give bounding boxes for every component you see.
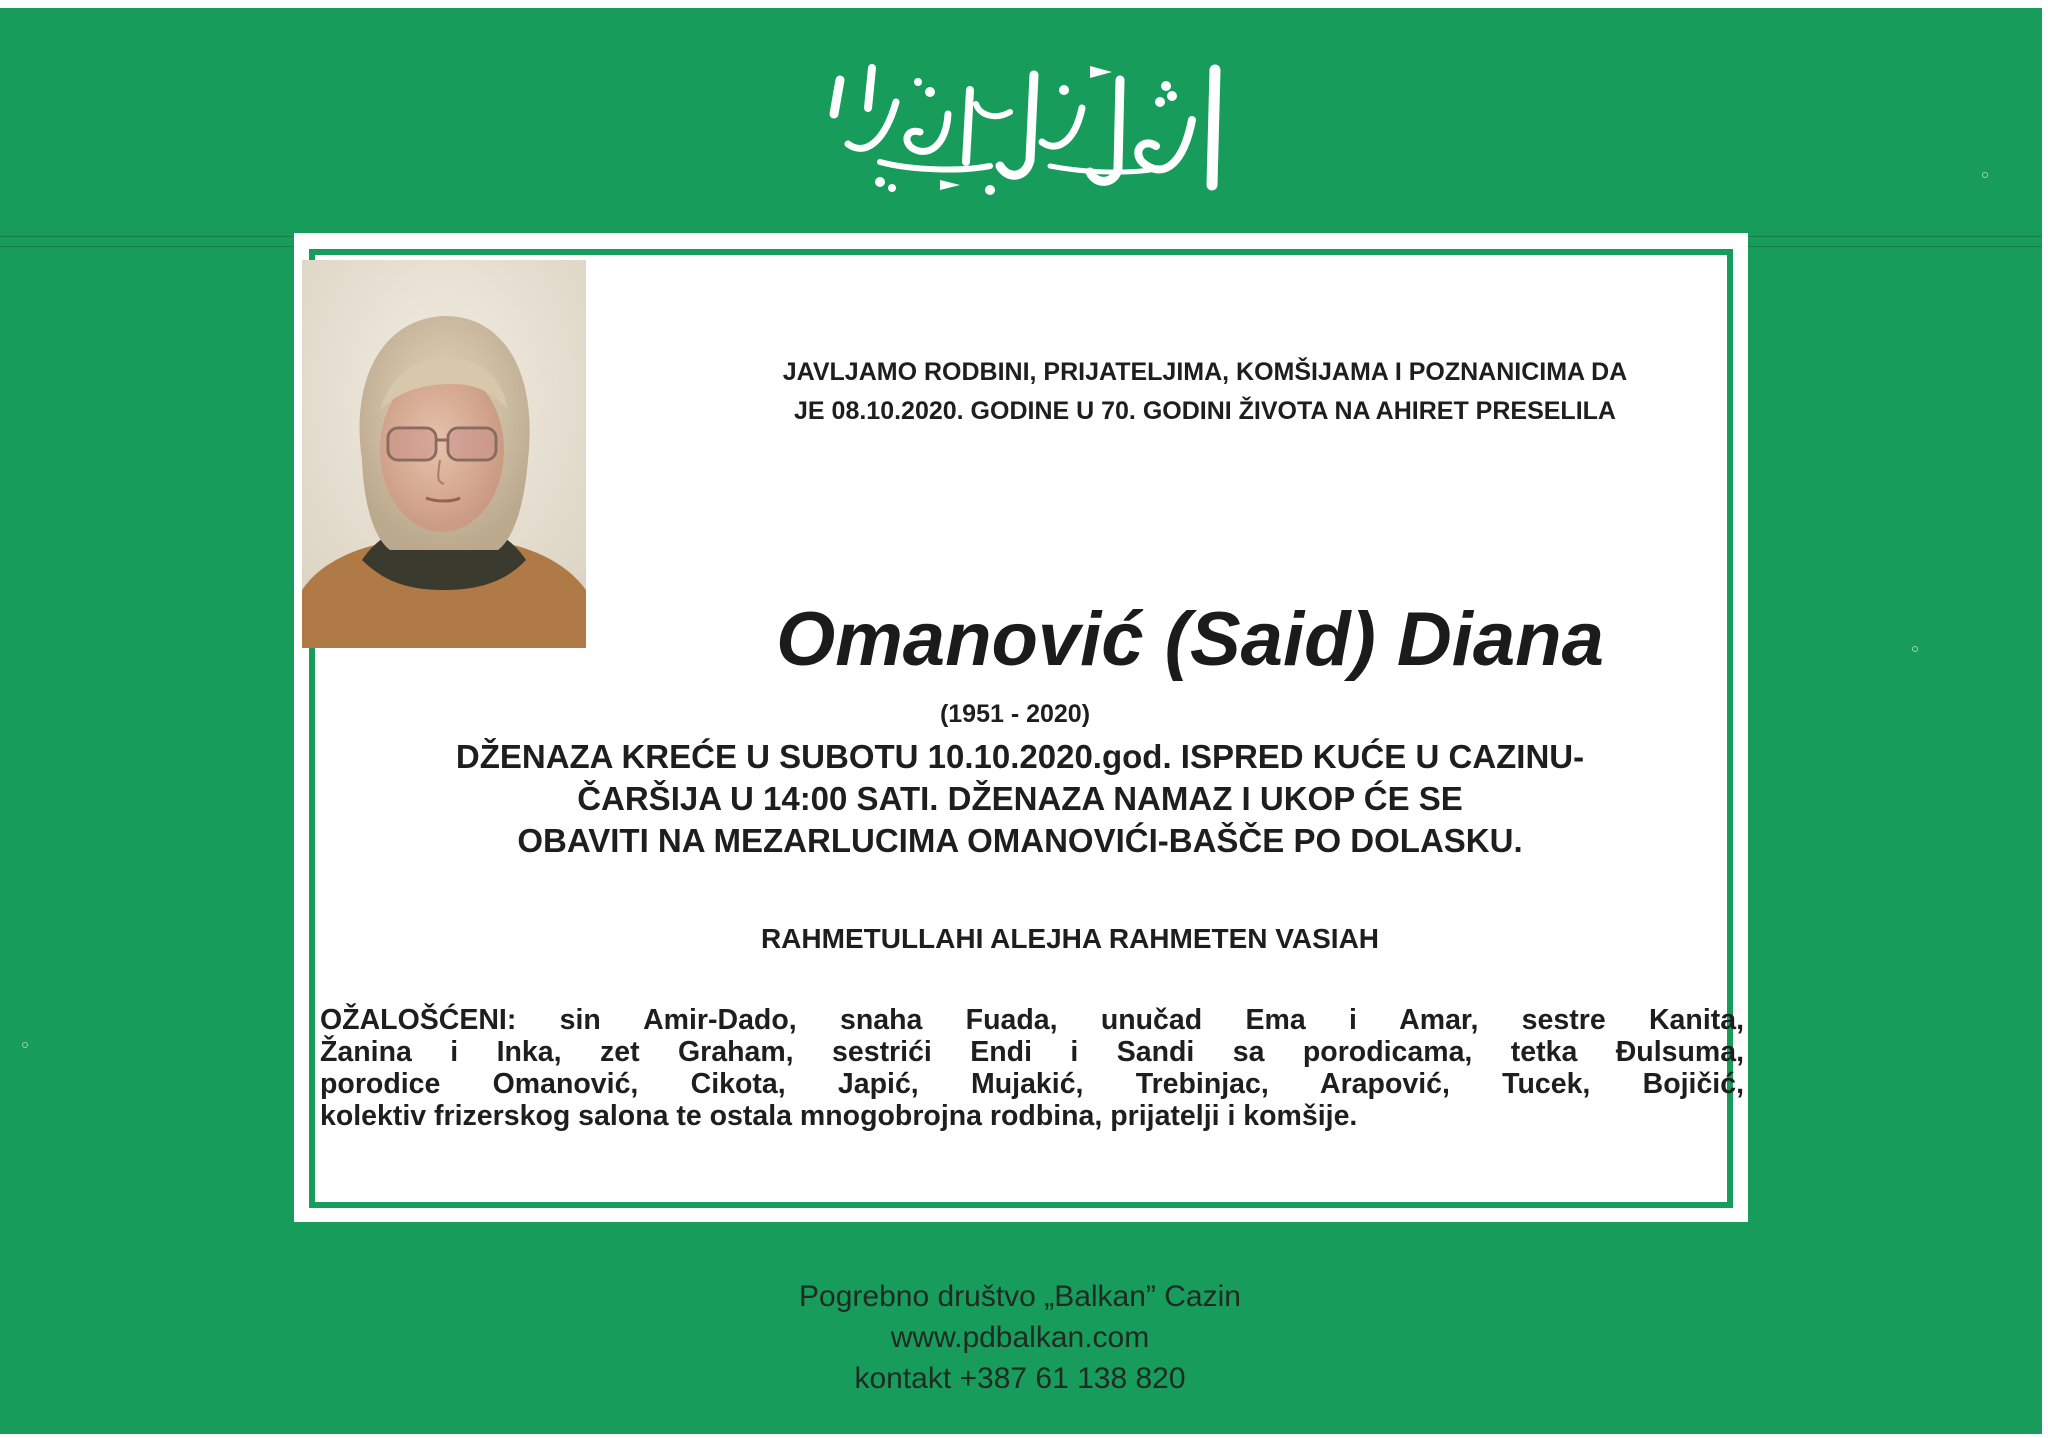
- funeral-info: [330, 736, 1710, 862]
- scan-speck: [22, 1042, 28, 1048]
- funeral-home-name: Pogrebno društvo „Balkan” Cazin: [799, 1280, 1241, 1313]
- funeral-info-line: ČARŠIJA U 14:00 SATI. DŽENAZA NAMAZ I UKOP ĆE SE: [577, 780, 1463, 817]
- mourners-line: porodice Omanović, Cikota, Japić, Mujakić, Trebinjac, Arapović, Tucek, Bojičić,: [320, 1068, 1744, 1100]
- notice-intro: [600, 353, 1810, 431]
- funeral-info-line: DŽENAZA KREĆE U SUBOTU 10.10.2020.god. ISPRED KUĆE U CAZINU-: [455, 738, 1585, 775]
- portrait-photo: [302, 260, 586, 648]
- mourners-line: Žanina i Inka, zet Graham, sestrići Endi i Sandi sa porodicama, tetka Đulsuma,: [320, 1036, 1744, 1068]
- life-years: (1951 - 2020): [939, 700, 1091, 728]
- mourners-line: kolektiv frizerskog salona te ostala mnogobrojna rodbina, prijatelji i komšije.: [320, 1100, 1358, 1132]
- deceased-name: Omanović (Said) Diana: [776, 597, 1604, 682]
- notice-intro-line: JE 08.10.2020. GODINE U 70. GODINI ŽIVOTA NA AHIRET PRESELILA: [794, 397, 1616, 425]
- scan-speck: [1982, 172, 1988, 178]
- prayer-line: RAHMETULLAHI ALEJHA RAHMETEN VASIAH: [760, 923, 1380, 954]
- notice-intro-line: JAVLJAMO RODBINI, PRIJATELJIMA, KOMŠIJAMA I POZNANICIMA DA: [782, 358, 1628, 386]
- mourners-list: [320, 1004, 1744, 1132]
- funeral-info-line: OBAVITI NA MEZARLUCIMA OMANOVIĆI-BAŠČE PO DOLASKU.: [517, 822, 1523, 859]
- scan-speck: [1912, 646, 1918, 652]
- mourners-line: OŽALOŠĆENI: sin Amir-Dado, snaha Fuada, unučad Ema i Amar, sestre Kanita,: [320, 1004, 1744, 1036]
- arabic-calligraphy-icon: [820, 50, 1240, 205]
- funeral-home-contact: kontakt +387 61 138 820: [854, 1362, 1186, 1395]
- funeral-home-website: www.pdbalkan.com: [890, 1321, 1150, 1354]
- funeral-home-footer: [600, 1276, 1440, 1399]
